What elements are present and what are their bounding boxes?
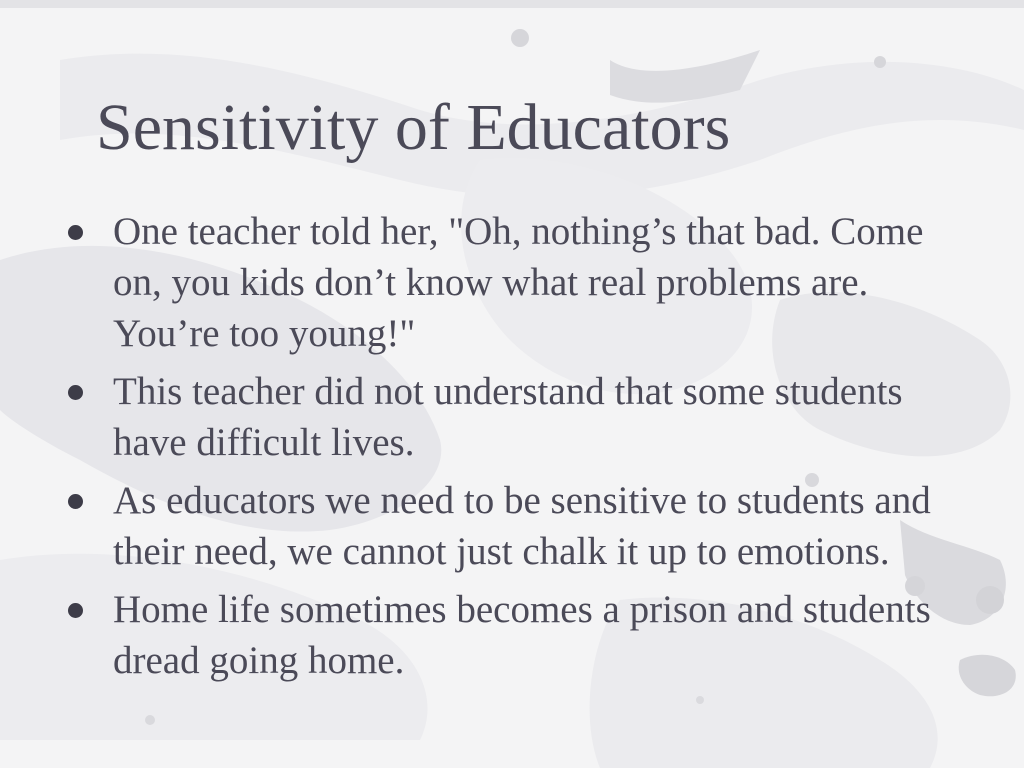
bullet-item	[62, 475, 972, 577]
bullet-list	[62, 206, 972, 693]
bullet-dot-icon	[68, 603, 83, 618]
bullet-text: Home life sometimes becomes a prison and students dread going home.	[113, 588, 931, 682]
bullet-dot-icon	[68, 494, 83, 509]
bullet-text: One teacher told her, "Oh, nothing’s that bad. Come on, you kids don’t know what real problems are. You’re too young!"	[113, 210, 924, 355]
bullet-item	[62, 366, 972, 468]
bullet-dot-icon	[68, 385, 83, 400]
slide-title: Sensitivity of Educators	[96, 91, 731, 164]
bullet-text: This teacher did not understand that some students have difficult lives.	[113, 370, 903, 464]
bullet-text: As educators we need to be sensitive to students and their need, we cannot just chalk it up to emotions.	[113, 479, 931, 573]
bullet-item	[62, 206, 972, 359]
bullet-dot-icon	[68, 225, 83, 240]
bullet-item	[62, 584, 972, 686]
